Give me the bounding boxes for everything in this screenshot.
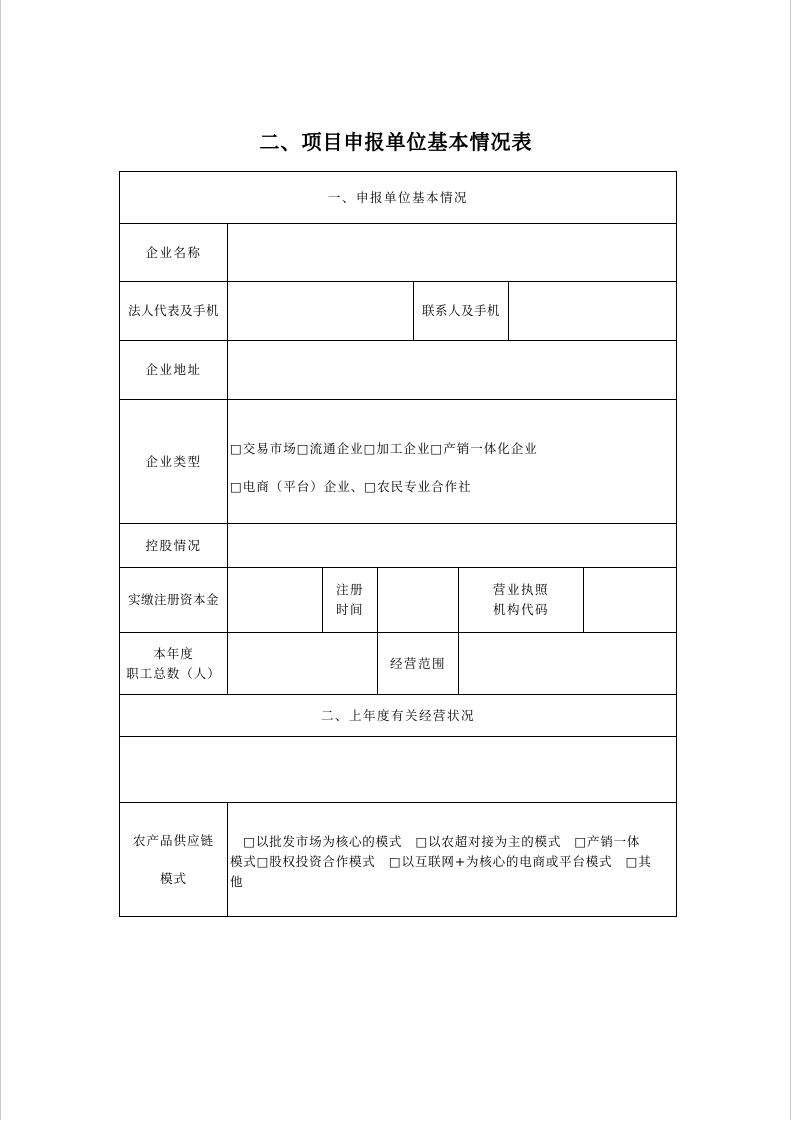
business-scope-label: 经营范围 [389,655,446,671]
registered-capital-field[interactable] [228,568,322,632]
legal-rep-field[interactable] [228,282,413,340]
staff-total-label-line1: 本年度 [153,645,194,661]
staff-total-label [120,633,227,694]
supply-chain-mode-label-line2: 模式 [159,870,187,886]
staff-total-label-line2: 职工总数（人） [126,665,221,681]
license-code-field[interactable] [584,568,676,632]
supply-chain-options-line1[interactable]: □以批发市场为核心的模式 □以农超对接为主的模式 □产销一体 [230,834,641,849]
license-code-label-line1: 营业执照 [492,582,549,597]
company-address-field[interactable] [228,341,676,399]
registered-capital-label: 实缴注册资本金 [127,592,219,607]
table-line [119,916,677,917]
business-scope-field[interactable] [459,633,676,694]
registration-time-label-line2: 时间 [335,602,364,617]
company-address-label: 企业地址 [145,362,202,377]
operations-field[interactable] [120,737,676,802]
section-header-basic-info: 一、申报单位基本情况 [327,189,468,205]
contact-person-label: 联系人及手机 [421,303,500,318]
registration-time-field[interactable] [378,568,458,632]
legal-rep-label: 法人代表及手机 [127,303,219,318]
supply-chain-mode-label-line1: 农产品供应链 [132,832,214,848]
license-code-label-line2: 机构代码 [492,602,549,617]
table-line [227,802,228,917]
company-name-field[interactable] [228,224,676,281]
staff-total-field[interactable] [228,633,377,694]
registration-time-label [323,568,377,632]
holding-status-field[interactable] [228,524,676,567]
page-title: 二、项目申报单位基本情况表 [259,130,533,154]
supply-chain-options-line2[interactable]: 模式□股权投资合作模式 □以互联网+为核心的电商或平台模式 □其 [230,854,652,869]
registration-time-label-line1: 注册 [335,582,364,597]
table-line [676,171,677,917]
company-type-label: 企业类型 [145,453,202,469]
contact-person-field[interactable] [509,282,676,340]
company-name-label: 企业名称 [145,244,202,260]
supply-chain-mode-label [120,803,227,916]
supply-chain-options-line3[interactable]: 他 [230,874,244,889]
company-type-options-line2[interactable]: □电商（平台）企业、□农民专业合作社 [230,479,472,494]
holding-status-label: 控股情况 [145,537,202,553]
company-type-options-line1[interactable]: □交易市场□流通企业□加工企业□产销一体化企业 [230,441,538,456]
section-header-operations: 二、上年度有关经营状况 [320,707,475,723]
license-code-label [459,568,583,632]
